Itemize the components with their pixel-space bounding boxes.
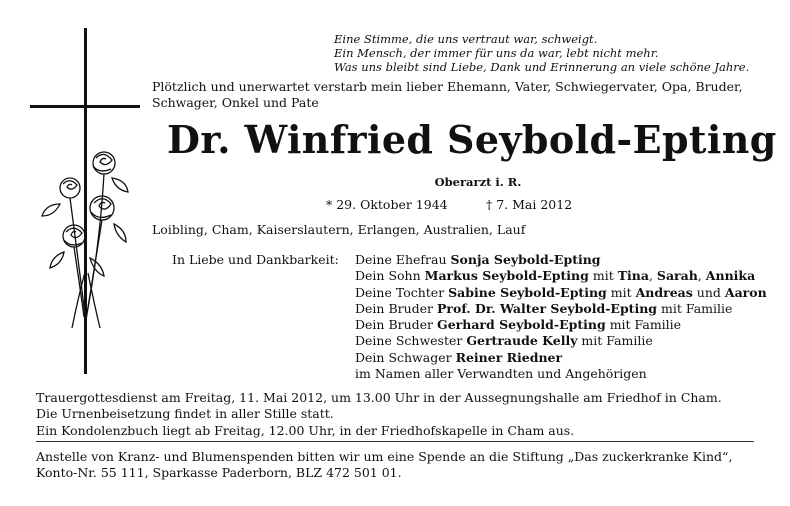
mourner-text: , xyxy=(697,268,706,284)
mourner-name: Aaron xyxy=(724,284,767,300)
birth-date: * 29. Oktober 1944 xyxy=(326,197,448,212)
places-of-life: Loibling, Cham, Kaiserslautern, Erlangen, Australien, Lauf xyxy=(152,222,526,237)
mourner-text: Deine Schwester xyxy=(355,333,467,349)
mourner-text: , xyxy=(648,268,657,284)
poem-line: Eine Stimme, die uns vertraut war, schweigt. xyxy=(334,32,598,46)
mourner-name: Annika xyxy=(705,268,756,284)
service-line: Die Urnenbeisetzung findet in aller Stille statt. xyxy=(36,406,334,422)
mourner-name: Sonja Seybold-Epting xyxy=(450,252,601,267)
mourner-text: Deine Tochter xyxy=(355,284,449,300)
mourner-text: mit Familie xyxy=(657,300,733,316)
mourner-line xyxy=(355,333,767,349)
mourner-name: Prof. Dr. Walter Seybold-Epting xyxy=(437,300,658,316)
mourner-line xyxy=(355,252,767,268)
mourner-text: Dein Bruder xyxy=(355,317,438,333)
mourner-name: Gertraude Kelly xyxy=(466,333,578,349)
mourner-line xyxy=(355,350,767,366)
mourner-name: Tina xyxy=(617,268,649,284)
service-line: Ein Kondolenzbuch liegt ab Freitag, 12.00 Uhr, in der Friedhofskapelle in Cham aus. xyxy=(36,422,575,438)
mourner-text: mit Familie xyxy=(577,333,653,349)
gratitude-label: In Liebe und Dankbarkeit: xyxy=(172,252,339,267)
death-date: † 7. Mai 2012 xyxy=(486,197,573,212)
mourner-text: im Namen aller Verwandten und Angehörigen xyxy=(355,366,647,382)
funeral-service-info xyxy=(36,390,722,439)
mourner-name: Markus Seybold-Epting xyxy=(424,268,589,284)
mourner-line xyxy=(355,285,767,301)
mourner-name: Andreas xyxy=(635,284,693,300)
mourner-text: Dein Bruder xyxy=(355,300,438,316)
poem-line: Ein Mensch, der immer für uns da war, lebt nicht mehr. xyxy=(334,46,659,60)
deceased-title: Oberarzt i. R. xyxy=(434,175,522,189)
mourner-text: Dein Sohn xyxy=(355,268,425,284)
service-line: Trauergottesdienst am Freitag, 11. Mai 2012, um 13.00 Uhr in der Aussegnungshalle am Friedhof in Cham. xyxy=(36,390,722,405)
mourner-text: Dein Schwager xyxy=(355,349,456,365)
mourner-text: Deine Ehefrau xyxy=(355,252,451,267)
donation-request: Anstelle von Kranz- und Blumenspenden bitten wir um eine Spende an die Stiftung „Das zuckerkranke Kind“, Konto-Nr. 55 111, Sparkasse Paderborn, BLZ 472 501 01. xyxy=(36,449,733,481)
mourners-list xyxy=(355,252,767,382)
mourner-line xyxy=(355,317,767,333)
mourner-line xyxy=(355,268,767,284)
mourner-text: mit Familie xyxy=(605,317,682,333)
deceased-name: Dr. Winfried Seybold-Epting xyxy=(167,117,777,162)
deceased-title-row xyxy=(0,175,790,189)
mourner-line xyxy=(355,301,767,317)
mourner-name: Sarah xyxy=(656,268,698,284)
death-announcement-intro: Plötzlich und unerwartet verstarb mein lieber Ehemann, Vater, Schwiegervater, Opa, Bruder, Schwager, Onkel und Pate xyxy=(152,79,743,110)
cross-with-roses-icon xyxy=(30,28,140,378)
mourner-name: Sabine Seybold-Epting xyxy=(448,284,607,300)
mourner-text: mit xyxy=(606,284,636,300)
mourner-name: Reiner Riedner xyxy=(455,349,563,365)
divider xyxy=(36,441,754,442)
poem-line: Was uns bleibt sind Liebe, Dank und Erinnerung an viele schöne Jahre. xyxy=(334,60,750,74)
mourner-text: und xyxy=(692,284,725,300)
mourner-text: mit xyxy=(588,268,618,284)
mourner-name: Gerhard Seybold-Epting xyxy=(437,317,606,333)
mourner-line xyxy=(355,366,767,382)
poem xyxy=(334,32,749,74)
